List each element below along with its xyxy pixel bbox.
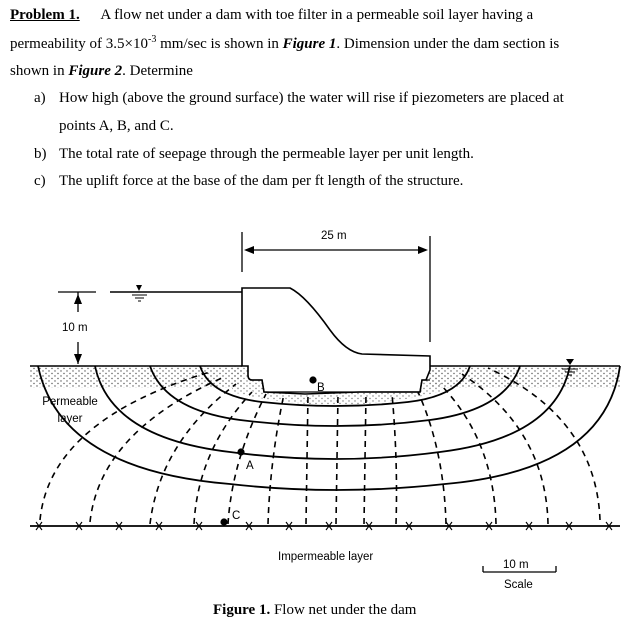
scale-value-label: 10 m	[503, 559, 529, 571]
impermeable-label: Impermeable layer	[278, 551, 374, 563]
tailwater-marker-icon	[566, 359, 574, 365]
problem-title: Problem 1.	[10, 7, 80, 23]
dim-top-arrow-right-icon	[418, 246, 428, 254]
point-b-marker	[309, 376, 316, 383]
figure-1-reference: Figure 1	[282, 36, 337, 52]
headwater-marker-icon	[136, 285, 142, 291]
figure-2-reference: Figure 2	[68, 63, 123, 79]
exponent: -3	[148, 34, 157, 45]
point-a-marker	[237, 448, 244, 455]
intro-text-b-mid: mm/sec is shown in	[156, 36, 283, 52]
intro-text-c-pre: shown in	[10, 63, 69, 79]
intro-text-c-post: . Determine	[122, 63, 193, 79]
intro-text-b-pre: permeability of 3.5×10	[10, 36, 149, 52]
dim-top-label: 25 m	[321, 230, 347, 242]
question-a-line-1: How high (above the ground surface) the water will rise if piezometers are placed at	[59, 90, 564, 106]
question-a-marker: a)	[34, 90, 46, 106]
dim-top-arrow-left-icon	[244, 246, 254, 254]
dim-left-label: 10 m	[62, 322, 88, 334]
dim-left-arrow-down-icon	[74, 354, 82, 364]
question-c-line-1: The uplift force at the base of the dam per ft length of the structure.	[59, 173, 464, 189]
dam-body	[242, 288, 430, 394]
dim-left-arrow-up-icon	[74, 294, 82, 304]
permeable-label-2: layer	[57, 413, 83, 425]
question-a-line-2: points A, B, and C.	[59, 118, 174, 134]
equipotential-line-3	[150, 384, 236, 524]
equipotential-line-11	[418, 392, 446, 524]
point-a-label: A	[246, 460, 254, 472]
equipotential-line-6	[268, 394, 284, 524]
scale-label: Scale	[504, 579, 533, 591]
intro-text-a: A flow net under a dam with toe filter in a permeable soil layer having a	[100, 7, 534, 23]
figure-caption	[213, 601, 416, 619]
point-c-label: C	[232, 510, 241, 522]
soil-texture-upstream	[30, 366, 242, 388]
figure-caption-number: Figure 1.	[213, 602, 271, 618]
soil-texture-downstream	[430, 366, 620, 388]
figure-caption-text: Flow net under the dam	[270, 602, 417, 618]
intro-text-b-post: . Dimension under the dam section is	[336, 36, 560, 52]
point-c-marker	[220, 518, 227, 525]
question-b-line-1: The total rate of seepage through the permeable layer per unit length.	[59, 146, 474, 162]
equipotential-line-10	[392, 394, 397, 524]
permeable-label-1: Permeable	[42, 396, 98, 408]
point-b-label: B	[317, 382, 325, 394]
question-c-marker: c)	[34, 173, 46, 189]
question-b-marker: b)	[34, 146, 47, 162]
equipotential-line-12	[440, 384, 496, 524]
